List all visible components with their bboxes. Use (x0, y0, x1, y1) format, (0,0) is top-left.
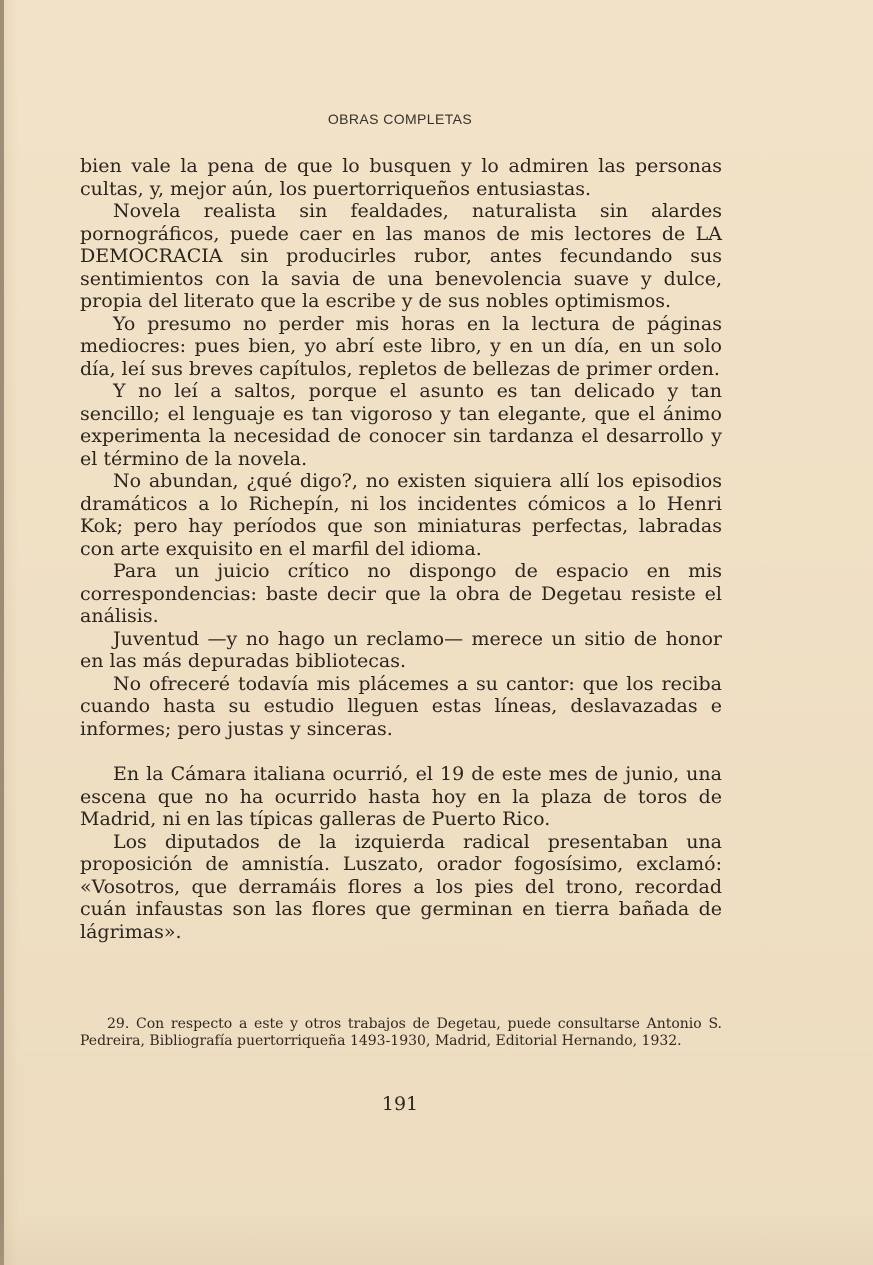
paragraph-8: No ofreceré todavía mis plácemes a su cantor: que los reciba cuando hasta su estudio lleguen estas líneas, deslavazadas e informes; pero justas y sinceras. (80, 672, 722, 740)
paragraph-9: En la Cámara italiana ocurrió, el 19 de este mes de junio, una escena que no ha ocurrido hasta hoy en la plaza de toros de Madrid, ni en las típicas galleras de Puerto Rico. (80, 763, 722, 830)
paragraph-1: bien vale la pena de que lo busquen y lo admiren las personas cultas, y, mejor aún, los puertorriqueños entusiastas. (80, 155, 722, 200)
paragraph-3: Yo presumo no perder mis horas en la lectura de páginas mediocres: pues bien, yo abrí este libro, y en un día, en un solo día, leí sus breves capítulos, repletos de bellezas de primer orden. (80, 312, 722, 380)
running-header: OBRAS COMPLETAS (327, 111, 473, 127)
paragraph-2: Novela realista sin fealdades, naturalista sin alardes pornográficos, puede caer en las manos de mis lectores de LA DEMOCRACIA sin producirles rubor, antes fecundando sus sentimientos con la savia de una benevolencia suave y dulce, propia del literato que la escribe y de sus nobles optimismos. (80, 200, 722, 312)
footnote: 29. Con respecto a este y otros trabajos de Degetau, puede consultarse Antonio S. Pedreira, Bibliografía puertorriqueña 1493-1930, Madrid, Editorial Hernando, 1932. (80, 1016, 722, 1049)
page-bottom-shading (0, 1220, 873, 1265)
paragraph-6: Para un juicio crítico no dispongo de espacio en mis correspondencias: baste decir que la obra de Degetau resiste el análisis. (80, 560, 722, 627)
section-break (80, 740, 722, 763)
page-left-edge (0, 0, 4, 1265)
page-number: 191 (381, 1093, 419, 1115)
paragraph-5: No abundan, ¿qué digo?, no existen siquiera allí los episodios dramáticos a lo Richepín, ni los incidentes cómicos a lo Henri Kok; pero hay períodos que son miniaturas perfectas, labradas con arte exquisito en el marfil del idioma. (80, 470, 722, 560)
paragraph-7: Juventud —y no hago un reclamo— merece un sitio de honor en las más depuradas bibliotecas. (80, 627, 722, 672)
paragraph-4: Y no leí a saltos, porque el asunto es tan delicado y tan sencillo; el lenguaje es tan vigoroso y tan elegante, que el ánimo experimenta la necesidad de conocer sin tardanza el desarrollo y el término de la novela. (80, 380, 722, 470)
paragraph-10: Los diputados de la izquierda radical presentaban una proposición de amnistía. Luszato, orador fogosísimo, exclamó: «Vosotros, que derramáis flores a los pies del trono, recordad cuán infaustas son las flores que germinan en tierra bañada de lágrimas». (80, 830, 722, 943)
main-text (80, 155, 722, 943)
